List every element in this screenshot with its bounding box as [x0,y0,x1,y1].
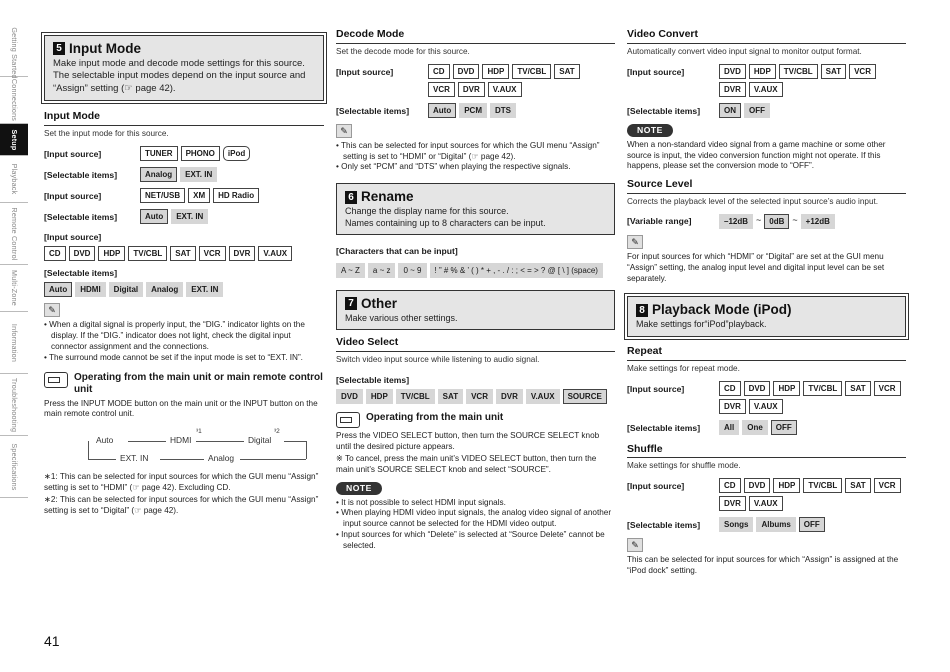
section-desc: Make input mode and decode mode settings for this source. [53,57,305,69]
row-label: [Selectable items] [336,374,410,385]
note-badge: NOTE [627,124,673,137]
chip: Analog [140,167,177,182]
chip: SAT [554,64,579,79]
chip-group [44,282,324,297]
chip: HD Radio [213,188,259,203]
pencil-note-icon: ✎ [627,538,643,552]
note-item: • When a digital signal is properly input, the “DIG.” indicator lights on the display. If the “DIG.” indicator does not light, check the digital input connector assignment and the connections. [44,320,305,351]
sidetab-specifications[interactable] [0,436,28,498]
chip: EXT. IN [186,282,223,297]
flow-star2: ³2 [274,428,280,436]
remote-title: Operating from the main unit [366,412,504,424]
sidetab-playback[interactable] [0,156,28,203]
row-label: [Selectable items] [627,520,701,531]
chip-group [140,188,259,203]
chip: VCR [849,64,876,79]
chip: VCR [428,82,455,97]
chip: OFF [771,420,797,435]
section-title-text: Input Mode [69,41,141,56]
row-label: [Selectable items] [44,267,118,278]
option-row [627,103,906,118]
chip-group [719,214,835,229]
section-title-text: Other [361,295,398,311]
option-row [627,517,906,532]
chip: CD [44,246,66,261]
chip: Auto [140,209,168,224]
remote-control-icon [336,412,360,428]
chip: HDP [773,381,800,396]
option-row [44,167,324,182]
row-label: [Input source] [44,190,102,201]
note-item: • This can be selected for input sources for which the GUI menu “Assign” setting is set to “HDMI” or “Digital” (☞ page 42). [336,140,600,161]
column-input-mode [44,28,324,517]
mode-flow-diagram [44,426,324,466]
page-number: 41 [44,633,60,649]
section-title [53,40,315,58]
row-label: [Selectable items] [44,211,118,222]
subsection-title: Video Convert [627,28,906,44]
section-title-text: Playback Mode (iPod) [652,302,792,318]
row-label: [Variable range] [627,215,692,226]
chip: V.AUX [526,389,560,404]
sidetab-remote-control[interactable] [0,203,28,265]
footnote: ∗2: This can be selected for input sources for which the GUI menu “Assign” setting is set to “Digital” (☞ page 42). [44,494,319,515]
chip: VCR [874,478,901,493]
chip-group [719,420,797,435]
chip: TV/CBL [128,246,167,261]
chip: DVD [336,389,363,404]
option-row [627,478,906,511]
chip: HDP [749,64,776,79]
remote-desc: Press the VIDEO SELECT button, then turn the SOURCE SELECT knob until the desired picture appears. [336,431,600,452]
flow-line [306,441,307,459]
sidetab-troubleshooting[interactable] [0,374,28,436]
remote-title: Operating from the main unit or main remote control unit [74,371,323,395]
sidetab-label: Troubleshooting [9,377,19,432]
chip-group [140,209,208,224]
chip: NET/USB [140,188,185,203]
subsection-desc: Make settings for repeat mode. [627,363,740,373]
chip-group [140,167,217,182]
note-badge: NOTE [336,482,382,495]
note-text: When a non-standard video signal from a game machine or some other source is input, the video conversion function might not operate. If this happens, please set the conversion mode to “OFF”. [627,139,886,171]
flow-line [128,441,166,442]
chip-group [44,246,324,261]
chip: SAT [438,389,463,404]
section-title [345,188,606,206]
pencil-note-icon: ✎ [627,235,643,249]
remote-operation [44,372,324,396]
subsection-title: Shuffle [627,443,906,459]
chip: HDP [366,389,393,404]
subsection-title: Input Mode [44,110,324,126]
chip: V.AUX [749,399,783,414]
chip: V.AUX [749,496,783,511]
subsection-title: Repeat [627,345,906,361]
chip: DVR [229,246,256,261]
flow-star1: ³1 [196,428,202,436]
flow-hdmi: HDMI [170,435,192,446]
option-row [44,209,324,224]
sidetab-label: Setup [9,129,19,150]
row-label: [Input source] [44,231,102,242]
chip: Analog [146,282,183,297]
section-desc: Names containing up to 8 characters can be input. [345,217,546,228]
chip: –12dB [719,214,753,229]
chip: HDP [773,478,800,493]
chip: VCR [466,389,493,404]
side-tabs [0,27,28,498]
chip: V.AUX [258,246,292,261]
chip-group [140,146,250,161]
row-label: [Input source] [44,148,102,159]
chip: TV/CBL [803,381,842,396]
row-label: [Input source] [627,481,685,492]
flow-line [284,441,306,442]
flow-line [88,441,89,459]
remote-control-icon [44,372,68,388]
chip: ! ” # % & ’ ( ) * + , - . / : ; < = > ? @ [ \ ] (space) [430,263,603,278]
column-video-ipod [627,28,906,577]
sidetab-label: Getting Started [9,27,19,79]
section-other [336,290,615,331]
chip: V.AUX [488,82,522,97]
range-separator: ~ [756,215,762,226]
row-label: [Selectable items] [44,169,118,180]
chip: SAT [170,246,195,261]
chip: TUNER [140,146,178,161]
chip: DVD [744,381,771,396]
note-text: This can be selected for input sources for which “Assign” is assigned at the “iPod dock” setting. [627,555,899,576]
chip: TV/CBL [512,64,551,79]
chip: DVR [719,496,746,511]
chip-group [719,517,825,532]
sidetab-multi-zone[interactable] [0,265,28,312]
chip-group [719,478,901,511]
section-number: 6 [345,191,357,204]
chip: V.AUX [749,82,783,97]
chip: CD [719,478,741,493]
section-number: 8 [636,304,648,317]
chip: 0 ~ 9 [398,263,426,278]
chip: SAT [845,381,870,396]
chip: A ~ Z [336,263,365,278]
chip: DVR [496,389,523,404]
chip: SAT [821,64,846,79]
section-input-mode [44,35,324,101]
flow-extin: EXT. IN [120,453,149,464]
chip: CD [719,381,741,396]
section-desc: The selectable input modes depend on the input source and “Assign” setting (☞ page 42). [53,70,306,94]
chip: TV/CBL [803,478,842,493]
pencil-note-icon: ✎ [336,124,352,138]
chip-group [719,381,901,414]
chip-group [719,103,770,118]
chip: Auto [428,103,456,118]
chip: +12dB [801,214,835,229]
sidetab-label: Connections [9,78,19,122]
row-label: [Input source] [627,66,685,77]
chip: ON [719,103,741,118]
chip: TV/CBL [779,64,818,79]
chip-group [428,103,516,118]
section-desc: Make various other settings. [345,312,458,323]
option-row [627,214,906,229]
pencil-note-icon: ✎ [44,303,60,317]
row-label: [Selectable items] [627,422,701,433]
chip: OFF [744,103,770,118]
section-rename [336,183,615,235]
chip: DVR [458,82,485,97]
option-row [44,188,324,203]
section-number: 5 [53,42,65,55]
chip-group [336,389,615,404]
chip: DVR [719,82,746,97]
chip: SOURCE [563,389,607,404]
note-list [336,498,615,552]
chip: DVD [744,478,771,493]
chip: HDP [482,64,509,79]
chip: OFF [799,517,825,532]
note-item: • When playing HDMI video input signals, the analog video signal of another input source cannot be selected for the HDMI video output. [336,508,612,529]
sidetab-label: Multi-Zone [9,270,19,306]
chip: DVD [719,64,746,79]
section-number: 7 [345,297,357,310]
range-separator: ~ [792,215,798,226]
chip: 0dB [764,214,789,229]
subsection-desc: Switch video input source while listening to audio signal. [336,355,540,365]
section-title [345,295,606,313]
subsection-desc: Automatically convert video input signal to monitor output format. [627,46,862,56]
chip: DVR [719,399,746,414]
chip: DTS [490,103,516,118]
chip: a ~ z [368,263,396,278]
subsection-desc: Set the decode mode for this source. [336,46,470,56]
note-item: • Input sources for which “Delete” is selected at “Source Delete” cannot be selected. [336,530,605,550]
chip-group [719,64,901,97]
flow-auto: Auto [96,435,114,446]
row-label: [Characters that can be input] [336,246,458,257]
chip: Songs [719,517,753,532]
note-list [336,141,615,173]
section-title [636,301,897,319]
char-group [336,263,615,278]
chip: CD [428,64,450,79]
row-label: [Selectable items] [627,105,701,116]
option-row [627,420,906,435]
chip: HDMI [75,282,105,297]
sidetab-setup[interactable] [0,124,28,156]
chip: TV/CBL [396,389,435,404]
flow-digital: Digital [248,435,272,446]
note-item: • Only set “PCM” and “DTS” when playing the respective signals. [336,162,571,172]
chip: XM [188,188,210,203]
option-row [627,64,906,97]
flow-line [240,459,306,460]
remote-desc: Press the INPUT MODE button on the main unit or the INPUT button on the main remote control unit. [44,398,318,419]
chip: All [719,420,739,435]
sidetab-getting-started[interactable] [0,27,28,79]
chip: PCM [459,103,487,118]
sidetab-information[interactable] [0,312,28,374]
chip: HDP [98,246,125,261]
section-playback-mode [627,296,906,337]
sidetab-label: Information [9,323,19,362]
flow-analog: Analog [208,453,235,464]
subsection-title: Video Select [336,336,615,352]
column-decode-rename-other [336,28,615,552]
flow-line [196,441,244,442]
note-text: For input sources for which “HDMI” or “Digital” are set at the GUI menu “Assign” setting, the analog input level and digital input level can be set separately. [627,251,885,283]
subsection-desc: Set the input mode for this source. [44,128,169,138]
chip: SAT [845,478,870,493]
chip: VCR [874,381,901,396]
flow-line [88,459,116,460]
option-row [336,103,615,118]
chip: DVD [69,246,96,261]
note-item: • It is not possible to select HDMI input signals. [336,497,506,507]
chip: VCR [199,246,226,261]
flow-line [160,459,204,460]
option-row [44,146,324,161]
subsection-desc: Make settings for shuffle mode. [627,461,741,471]
option-row [627,381,906,414]
chip: DVD [453,64,480,79]
section-title-text: Rename [361,189,414,205]
note-list [44,320,324,363]
sidetab-label: Specifications [9,442,19,491]
note-item: • The surround mode cannot be set if the input mode is set to “EXT. IN”. [44,352,303,362]
subsection-title: Decode Mode [336,28,615,44]
sidetab-label: Playback [9,163,19,195]
chip: EXT. IN [180,167,217,182]
sidetab-label: Remote Control [9,206,19,261]
option-row [336,64,615,97]
section-desc: Make settings for“iPod”playback. [636,319,767,330]
chip: Digital [109,282,143,297]
section-desc: Change the display name for this source. [345,205,509,216]
chip-group [428,64,608,97]
remote-cancel: ※ To cancel, press the main unit’s VIDEO SELECT button, then turn the main unit’s SOURCE SELECT knob and select “SOURCE”. [336,453,597,474]
row-label: [Input source] [336,66,394,77]
chip: EXT. IN [171,209,208,224]
chip: Auto [44,282,72,297]
footnote: ∗1: This can be selected for input sources for which the GUI menu “Assign” setting is set to “HDMI” (☞ page 42). Excluding CD. [44,472,319,493]
chip: iPod [223,146,250,161]
chip: Albums [756,517,795,532]
sidetab-connections[interactable] [0,77,28,124]
row-label: [Selectable items] [336,105,410,116]
chip: PHONO [181,146,220,161]
subsection-desc: Corrects the playback level of the selected input source’s audio input. [627,197,879,207]
remote-operation [336,412,615,428]
row-label: [Input source] [627,383,685,394]
subsection-title: Source Level [627,178,906,194]
chip: One [742,420,768,435]
